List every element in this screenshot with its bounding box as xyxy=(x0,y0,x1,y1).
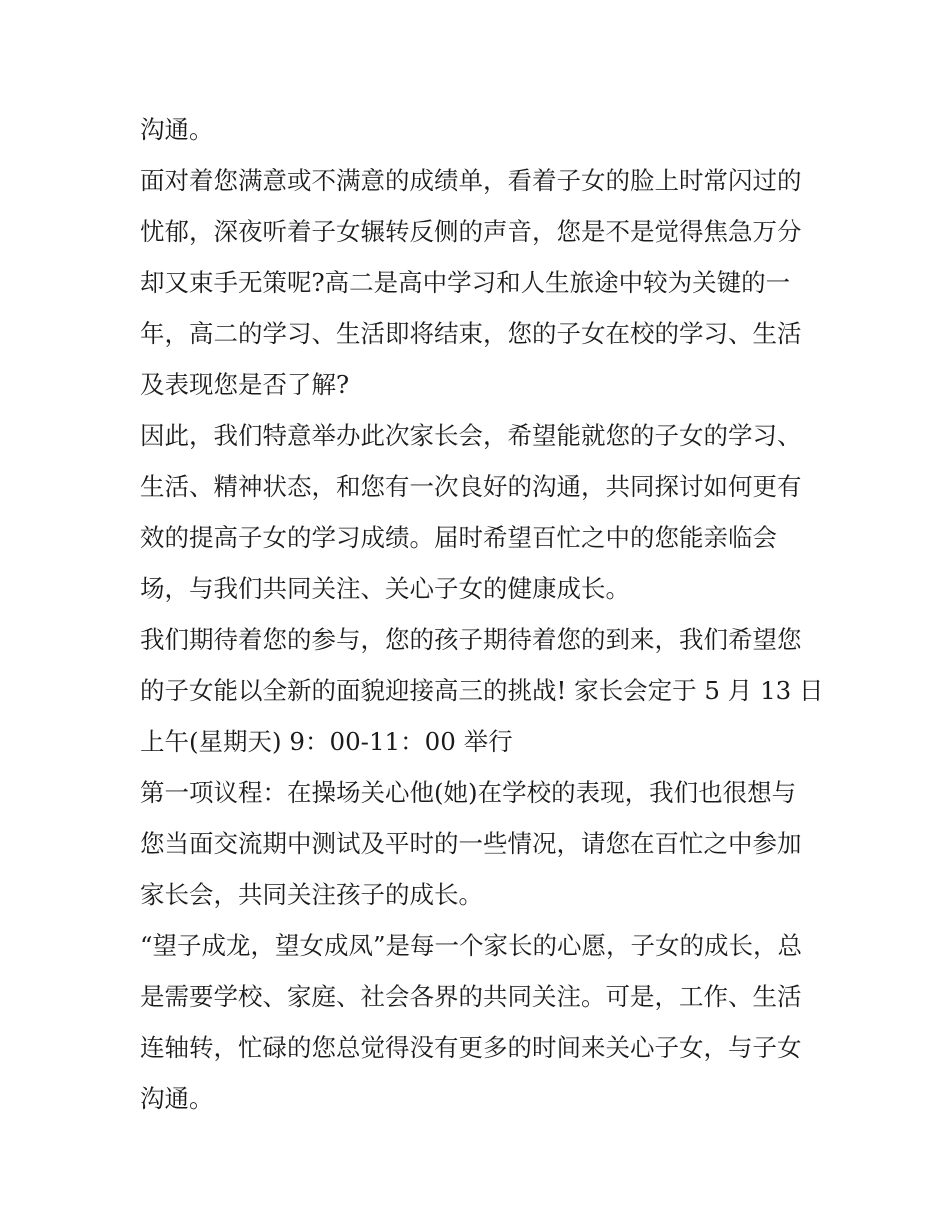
text-line: 面对着您满意或不满意的成绩单，看着子女的脸上时常闪过的 xyxy=(140,166,802,195)
text-line: 效的提高子女的学习成绩。届时希望百忙之中的您能亲临会 xyxy=(140,523,777,552)
text-line: 连轴转，忙碌的您总觉得没有更多的时间来关心子女，与子女 xyxy=(140,1033,802,1062)
text-line: 的子女能以全新的面貌迎接高三的挑战! 家长会定于 5 月 13 日 xyxy=(140,676,824,705)
text-line: 我们期待着您的参与，您的孩子期待着您的到来，我们希望您 xyxy=(140,625,802,654)
text-line: 及表现您是否了解? xyxy=(140,370,350,399)
text-line: 沟通。 xyxy=(140,115,214,144)
document-body xyxy=(140,104,824,1124)
text-line: “望子成龙，望女成凤”是每一个家长的心愿，子女的成长，总 xyxy=(140,931,803,960)
text-line: 第一项议程：在操场关心他(她)在学校的表现，我们也很想与 xyxy=(140,778,797,807)
text-line: 是需要学校、家庭、社会各界的共同关注。可是，工作、生活 xyxy=(140,982,802,1011)
text-line: 上午(星期天) 9：00-11：00 举行 xyxy=(140,727,513,756)
text-line: 忧郁，深夜听着子女辗转反侧的声音，您是不是觉得焦急万分 xyxy=(140,217,802,246)
text-line: 您当面交流期中测试及平时的一些情况，请您在百忙之中参加 xyxy=(140,829,802,858)
text-line: 因此，我们特意举办此次家长会，希望能就您的子女的学习、 xyxy=(140,421,802,450)
text-line: 年，高二的学习、生活即将结束，您的子女在校的学习、生活 xyxy=(140,319,802,348)
text-line: 生活、精神状态，和您有一次良好的沟通，共同探讨如何更有 xyxy=(140,472,802,501)
text-line: 场，与我们共同关注、关心子女的健康成长。 xyxy=(140,574,630,603)
text-line: 沟通。 xyxy=(140,1084,214,1113)
text-line: 家长会，共同关注孩子的成长。 xyxy=(140,880,483,909)
text-line: 却又束手无策呢?高二是高中学习和人生旅途中较为关键的一 xyxy=(140,268,791,297)
